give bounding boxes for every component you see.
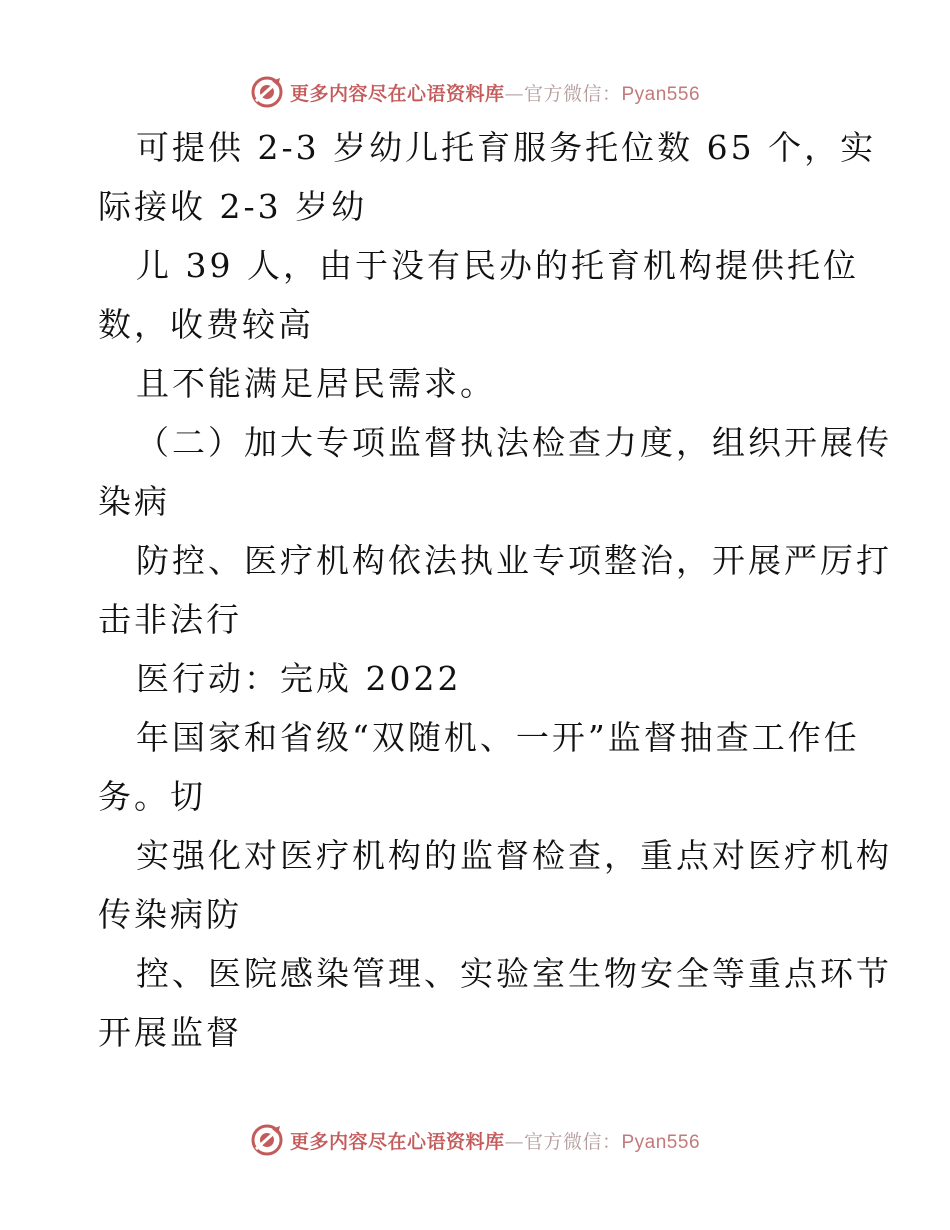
watermark-separator: — [504, 82, 524, 105]
watermark-wechat-id: Pyan556 [621, 1131, 701, 1153]
text-line: 防控、医疗机构依法执业专项整治，开展严厉打 [136, 541, 892, 580]
footer-watermark [0, 1120, 950, 1160]
text-line: 可提供 2-3 岁幼儿托育服务托位数 65 个，实 [136, 128, 877, 167]
watermark-wechat-id: Pyan556 [621, 83, 701, 105]
watermark-wechat-label: 官方微信： [523, 1130, 622, 1153]
watermark-text [290, 1127, 700, 1154]
logo-seal-icon [250, 1123, 284, 1157]
text-line: 务。切 [98, 777, 206, 816]
text-line: 传染病防 [98, 895, 242, 934]
text-line: 际接收 2-3 岁幼 [98, 187, 368, 226]
text-line: （二）加大专项监督执法检查力度，组织开展传 [136, 423, 892, 462]
watermark-separator: — [504, 1130, 524, 1153]
watermark-brand: 更多内容尽在心语资料库 [289, 82, 505, 105]
document-body [98, 118, 892, 1062]
header-watermark [0, 72, 950, 112]
text-line: 实强化对医疗机构的监督检查，重点对医疗机构 [136, 836, 892, 875]
text-line: 年国家和省级“双随机、一开”监督抽查工作任 [136, 718, 860, 757]
watermark-text [290, 79, 700, 106]
text-line: 击非法行 [98, 600, 242, 639]
text-line: 开展监督 [98, 1013, 242, 1052]
text-line: 控、医院感染管理、实验室生物安全等重点环节 [136, 954, 892, 993]
text-line: 且不能满足居民需求。 [136, 364, 496, 403]
watermark-brand: 更多内容尽在心语资料库 [289, 1130, 505, 1153]
watermark-wechat-label: 官方微信： [523, 82, 622, 105]
logo-seal-icon [250, 75, 284, 109]
text-line: 染病 [98, 482, 170, 521]
text-line: 医行动：完成 2022 [136, 659, 462, 698]
text-line: 儿 39 人，由于没有民办的托育机构提供托位 [136, 246, 859, 285]
text-line: 数，收费较高 [98, 305, 314, 344]
